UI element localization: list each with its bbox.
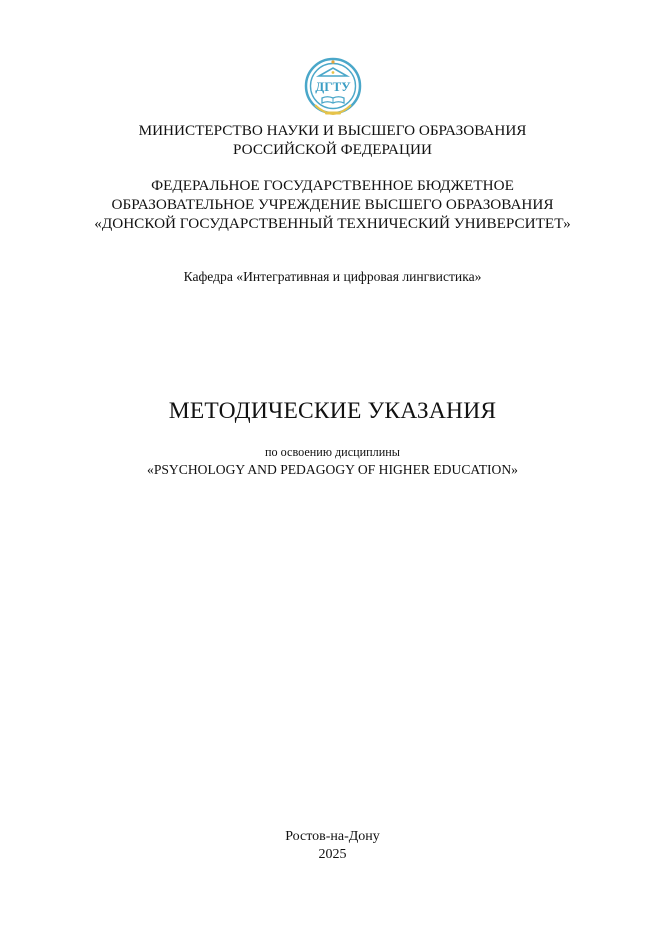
document-title — [0, 397, 665, 425]
university-line-1: ФЕДЕРАЛЬНОЕ ГОСУДАРСТВЕННОЕ БЮДЖЕТНОЕ — [151, 177, 514, 194]
document-subtitle — [0, 444, 665, 460]
footer-year: 2025 — [318, 847, 347, 862]
university-heading — [0, 176, 665, 233]
ministry-line-1: МИНИСТЕРСТВО НАУКИ И ВЫСШЕГО ОБРАЗОВАНИЯ — [138, 122, 527, 139]
university-line-2: ОБРАЗОВАТЕЛЬНОЕ УЧРЕЖДЕНИЕ ВЫСШЕГО ОБРАЗОВАНИЯ — [111, 196, 554, 213]
university-line-3: «ДОНСКОЙ ГОСУДАРСТВЕННЫЙ ТЕХНИЧЕСКИЙ УНИВЕРСИТЕТ» — [94, 215, 571, 232]
department-text: Кафедра «Интегративная и цифровая лингвистика» — [183, 269, 482, 284]
page-footer — [0, 828, 665, 864]
discipline-name — [0, 461, 665, 479]
emblem-ribbon — [325, 112, 341, 115]
university-emblem-graphic — [303, 57, 363, 117]
department-name — [0, 268, 665, 286]
university-emblem-icon — [303, 57, 363, 117]
discipline-name-text: «PSYCHOLOGY AND PEDAGOGY OF HIGHER EDUCATION» — [147, 462, 518, 477]
ministry-heading — [0, 121, 665, 159]
emblem-top-dot — [331, 60, 334, 63]
footer-city: Ростов-на-Дону — [285, 829, 380, 844]
emblem-roof-dot — [332, 71, 335, 74]
ministry-line-2: РОССИЙСКОЙ ФЕДЕРАЦИИ — [233, 141, 432, 158]
document-title-text: МЕТОДИЧЕСКИЕ УКАЗАНИЯ — [168, 398, 497, 424]
document-subtitle-text: по освоению дисциплины — [264, 445, 400, 459]
emblem-text: ДГТУ — [315, 79, 351, 94]
